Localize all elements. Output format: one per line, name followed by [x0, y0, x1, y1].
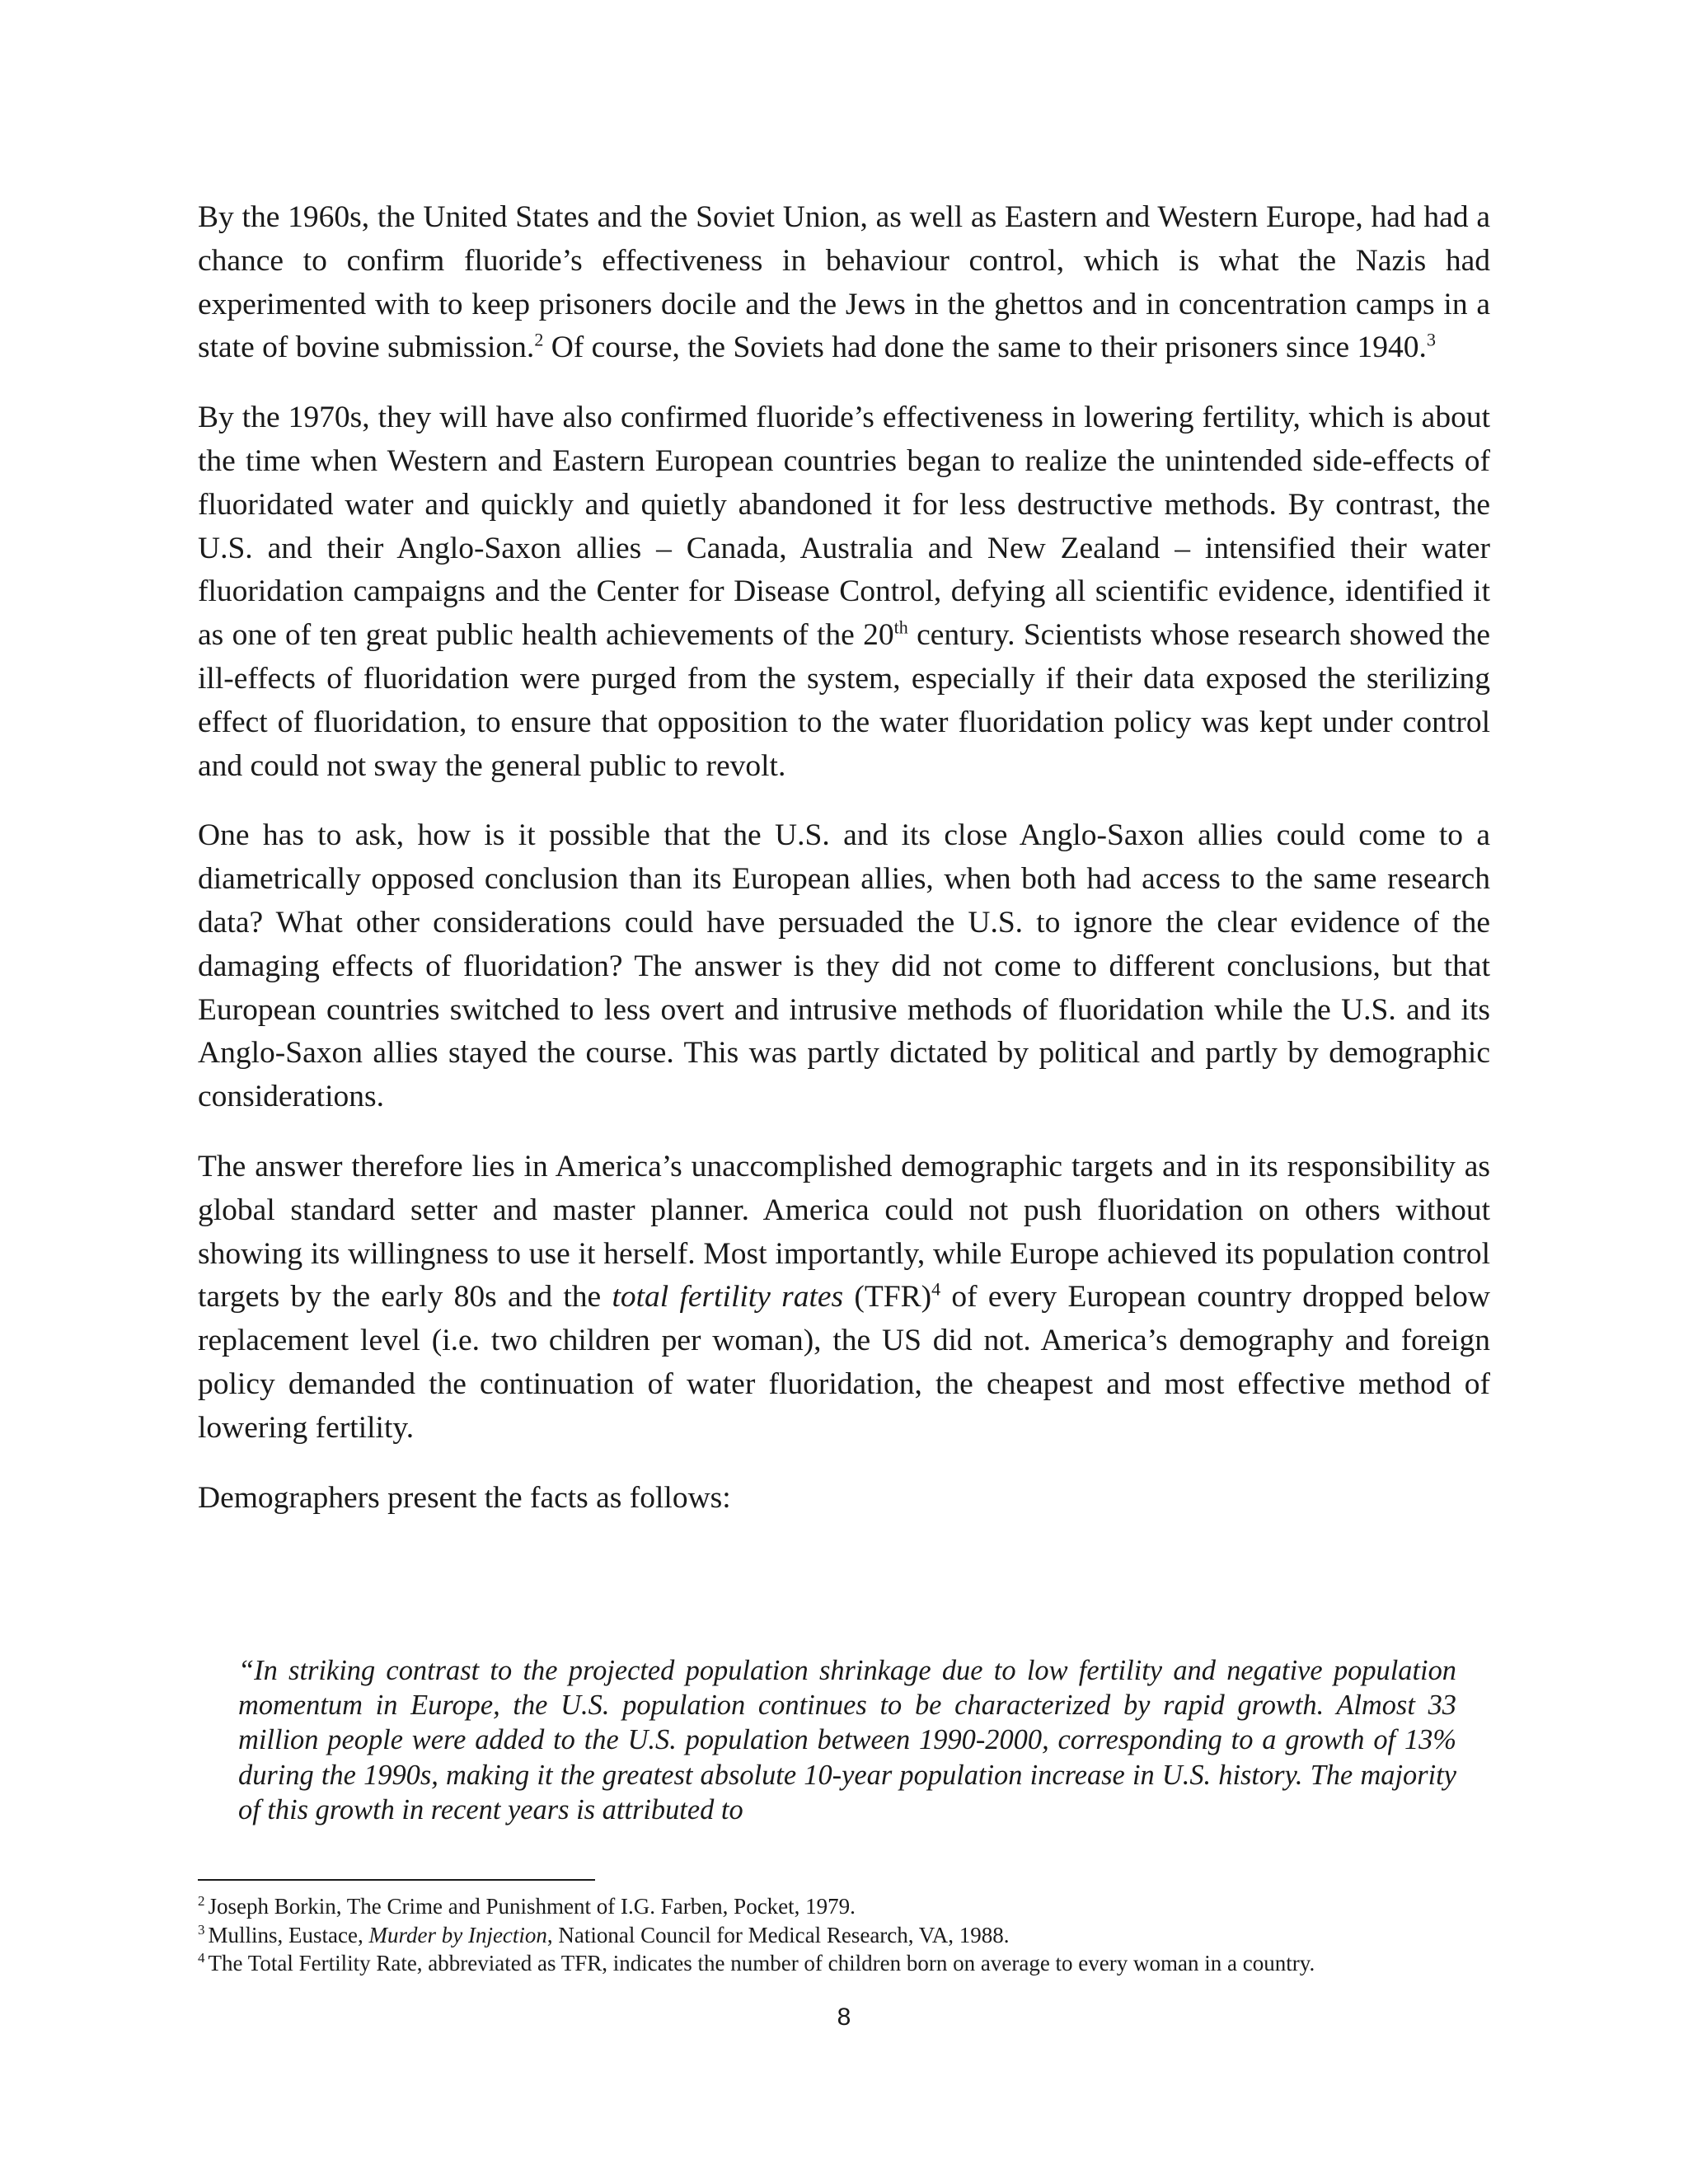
footnote-text: Joseph Borkin, The Crime and Punishment of I.G. Farben, Pocket, 1979. — [208, 1894, 856, 1919]
paragraph-3 — [198, 814, 1490, 1119]
italic-term: total fertility rates — [612, 1280, 844, 1315]
paragraph-1-text: By the 1960s, the United States and the Soviet Union, as well as Eastern and Western Europe, had had a chance to confirm fluoride’s effectiveness in behaviour control, which is what the Nazis had experimented with to keep prisoners docile and the Jews in the ghettos and in concentration camps in a state of bovine submission. — [198, 200, 1490, 365]
footnote-ref-4[interactable]: 4 — [931, 1278, 941, 1300]
paragraph-4-text: The answer therefore lies in America’s unaccomplished demographic targets and in its responsibility as global standard setter and master planner. America could not push fluoridation on others without showing its willingness to use it herself. Most importantly, while Europe achieved its population control targets by the early 80s and the — [198, 1149, 1490, 1315]
block-quote: “In striking contrast to the projected population shrinkage due to low fertility and negative population momentum in Europe, the U.S. population continues to be characterized by rapid growth. Almost 33 million people were added to the U.S. population between 1990-2000, corresponding to a growth of 13% during the 1990s, making it the greatest absolute 10-year population increase in U.S. history. The majority of this growth in recent years is attributed to — [238, 1655, 1456, 1825]
footnote-number: 4 — [198, 1950, 205, 1966]
body-text — [198, 196, 1490, 1546]
paragraph-5 — [198, 1477, 1490, 1521]
footnote-text-cont: , National Council for Medical Research, VA, 1988. — [546, 1922, 1010, 1947]
paragraph-4-text-cont: (TFR) — [843, 1280, 932, 1315]
paragraph-4 — [198, 1146, 1490, 1451]
paragraph-3-text: One has to ask, how is it possible that the U.S. and its close Anglo-Saxon allies could come to a diametrically opposed conclusion than its European allies, when both had access to the same research data? What other considerations could have persuaded the U.S. to ignore the clear evidence of the damaging effects of fluoridation? The answer is they did not come to different conclusions, but that European countries switched to less overt and intrusive methods of fluoridation while the U.S. and its Anglo-Saxon allies stayed the course. This was partly dictated by political and partly by demographic considerations. — [198, 818, 1490, 1114]
paragraph-1-text-cont: Of course, the Soviets had done the same to their prisoners since 1940. — [543, 330, 1427, 365]
footnote-4 — [198, 1949, 1517, 1978]
footnote-text: The Total Fertility Rate, abbreviated as TFR, indicates the number of children born on average to every woman in a country. — [208, 1951, 1315, 1975]
ordinal-suffix: th — [893, 616, 908, 638]
paragraph-4-text-end: of every European country dropped below replacement level (i.e. two children per woman), the US did not. America’s demography and foreign policy demanded the continuation of water fluoridation, the cheapest and most effective method of lowering fertility. — [198, 1280, 1490, 1445]
footnote-number: 3 — [198, 1921, 205, 1938]
footnote-separator — [198, 1879, 595, 1881]
paragraph-1 — [198, 196, 1490, 370]
footnote-3 — [198, 1921, 1517, 1950]
footnotes — [198, 1892, 1517, 1978]
page-number: 8 — [837, 2004, 851, 2031]
footnote-number: 2 — [198, 1893, 205, 1909]
footnote-ref-3[interactable]: 3 — [1426, 329, 1436, 350]
paragraph-5-text: Demographers present the facts as follows: — [198, 1480, 731, 1515]
footnote-2 — [198, 1892, 1517, 1921]
paragraph-2-text-cont: century. Scientists whose research showed the ill-effects of fluoridation were purged from the system, especially if their data exposed the sterilizing effect of fluoridation, to ensure that opposition to the water fluoridation policy was kept under control and could not sway the general public to revolt. — [198, 618, 1490, 783]
footnote-text: Mullins, Eustace, — [208, 1922, 369, 1947]
footnote-ref-2[interactable]: 2 — [534, 329, 544, 350]
paragraph-2 — [198, 396, 1490, 788]
paragraph-2-text: By the 1970s, they will have also confirmed fluoride’s effectiveness in lowering fertility, which is about the time when Western and Eastern European countries began to realize the unintended side-effects of fluoridated water and quickly and quietly abandoned it for less destructive methods. By contrast, the U.S. and their Anglo-Saxon allies – Canada, Australia and New Zealand – intensified their water fluoridation campaigns and the Center for Disease Control, defying all scientific evidence, identified it as one of ten great public health achievements of the 20 — [198, 401, 1490, 653]
footnote-title-italic: Murder by Injection — [368, 1922, 547, 1947]
